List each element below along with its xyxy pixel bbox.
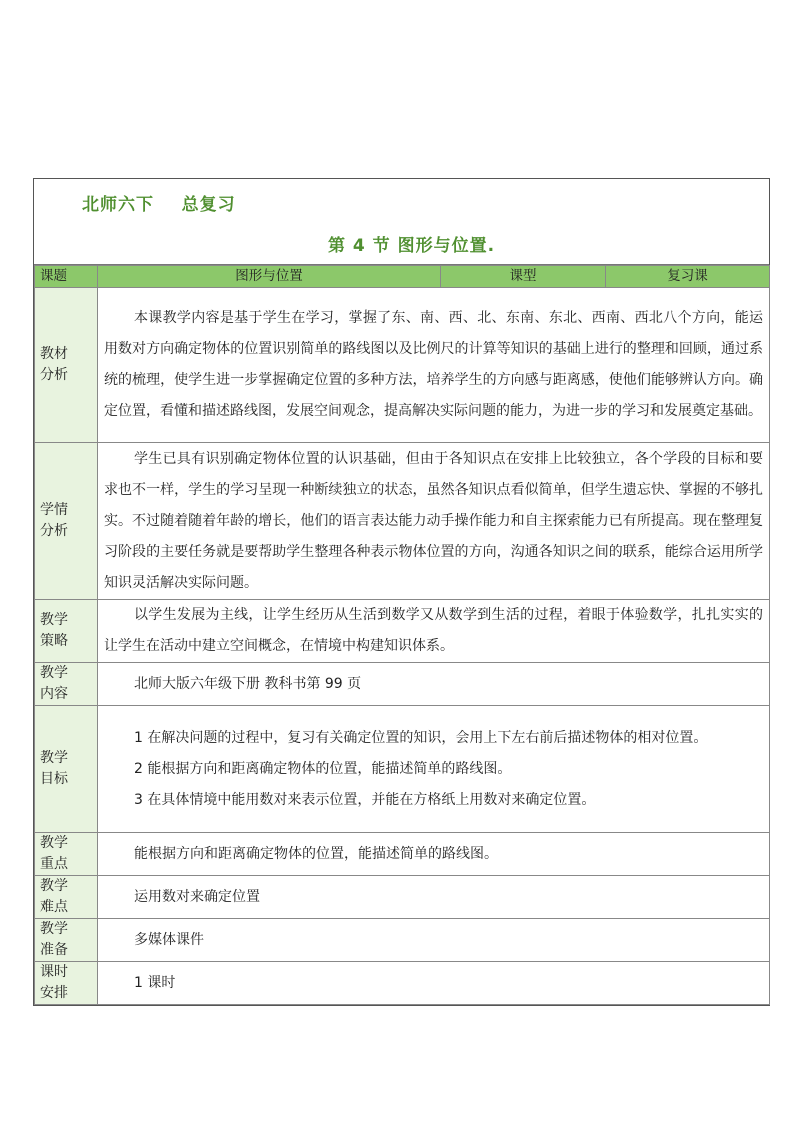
label-line-2: 目标 (40, 771, 68, 787)
header-title-left: 北师六下 总复习 (82, 195, 236, 215)
row-label (35, 288, 98, 443)
row-schedule (35, 962, 770, 1005)
label-line-2: 重点 (40, 856, 68, 872)
row-label (35, 833, 98, 876)
row-teaching-strategy (35, 600, 770, 663)
textbook-analysis-text: 本课教学内容是基于学生在学习，掌握了东、南、西、北、东南、东北、西南、西北八个方向，能运用数对方向确定物体的位置识别简单的路线图以及比例尺的计算等知识的基础上进行的整理和回顾，通过系统的梳理，使学生进一步掌握确定位置的多种方法，培养学生的方向感与距离感，使他们能够辨认方向。确定位置，看懂和描述路线图，发展空间观念，提高解决实际问题的能力，为进一步的学习和发展奠定基础。 (98, 288, 770, 443)
row-key-points (35, 833, 770, 876)
label-line-2: 难点 (40, 899, 68, 915)
label-line-1: 教学 (40, 750, 68, 766)
row-difficult-points (35, 876, 770, 919)
row-label (35, 706, 98, 833)
topic-label: 课题 (35, 266, 98, 288)
label-line-1: 学情 (40, 502, 68, 518)
label-line-2: 内容 (40, 686, 68, 702)
teaching-goals-list (98, 706, 770, 833)
key-points-text: 能根据方向和距离确定物体的位置，能描述简单的路线图。 (98, 833, 770, 876)
lesson-plan-table (33, 178, 770, 1006)
goal-item: 3 在具体情境中能用数对来表示位置，并能在方格纸上用数对来确定位置。 (134, 791, 596, 808)
topic-value: 图形与位置 (98, 266, 441, 288)
student-analysis-text: 学生已具有识别确定物体位置的认识基础，但由于各知识点在安排上比较独立，各个学段的目标和要求也不一样，学生的学习呈现一种断续独立的状态，虽然各知识点看似简单，但学生遗忘快、掌握的不够扎实。不过随着随着年龄的增长，他们的语言表达能力动手操作能力和自主探索能力已有所提高。现在整理复习阶段的主要任务就是要帮助学生整理各种表示物体位置的方向，沟通各知识之间的联系，能综合运用所学知识灵活解决实际问题。 (98, 443, 770, 600)
label-line-1: 教学 (40, 665, 68, 681)
lesson-type-label: 课型 (441, 266, 606, 288)
label-line-1: 教学 (40, 835, 68, 851)
row-textbook-analysis (35, 288, 770, 443)
row-teaching-content (35, 663, 770, 706)
header-title-center: 第 4 节 图形与位置. (328, 236, 496, 256)
preparation-text: 多媒体课件 (98, 919, 770, 962)
label-line-1: 课时 (40, 964, 68, 980)
label-line-1: 教学 (40, 612, 68, 628)
label-line-1: 教学 (40, 921, 68, 937)
row-student-analysis (35, 443, 770, 600)
row-label (35, 962, 98, 1005)
plan-grid (34, 265, 770, 1005)
label-line-1: 教材 (40, 346, 68, 362)
label-line-2: 策略 (40, 633, 68, 649)
label-line-2: 安排 (40, 985, 68, 1001)
row-label (35, 443, 98, 600)
label-line-2: 分析 (40, 367, 68, 383)
difficult-points-text: 运用数对来确定位置 (98, 876, 770, 919)
goal-item: 2 能根据方向和距离确定物体的位置，能描述简单的路线图。 (134, 760, 512, 777)
row-label (35, 600, 98, 663)
goal-item: 1 在解决问题的过程中，复习有关确定位置的知识，会用上下左右前后描述物体的相对位置。 (134, 729, 708, 746)
row-label (35, 876, 98, 919)
label-line-2: 分析 (40, 523, 68, 539)
document-header (34, 179, 769, 265)
row-label (35, 919, 98, 962)
teaching-content-text: 北师大版六年级下册 教科书第 99 页 (98, 663, 770, 706)
label-line-2: 准备 (40, 942, 68, 958)
teaching-strategy-text: 以学生发展为主线，让学生经历从生活到数学又从数学到生活的过程，着眼于体验数学，扎扎实实的让学生在活动中建立空间概念，在情境中构建知识体系。 (98, 600, 770, 663)
schedule-text: 1 课时 (98, 962, 770, 1005)
row-preparation (35, 919, 770, 962)
row-label (35, 663, 98, 706)
row-teaching-goals (35, 706, 770, 833)
topic-row (35, 266, 770, 288)
label-line-1: 教学 (40, 878, 68, 894)
lesson-type-value: 复习课 (606, 266, 770, 288)
